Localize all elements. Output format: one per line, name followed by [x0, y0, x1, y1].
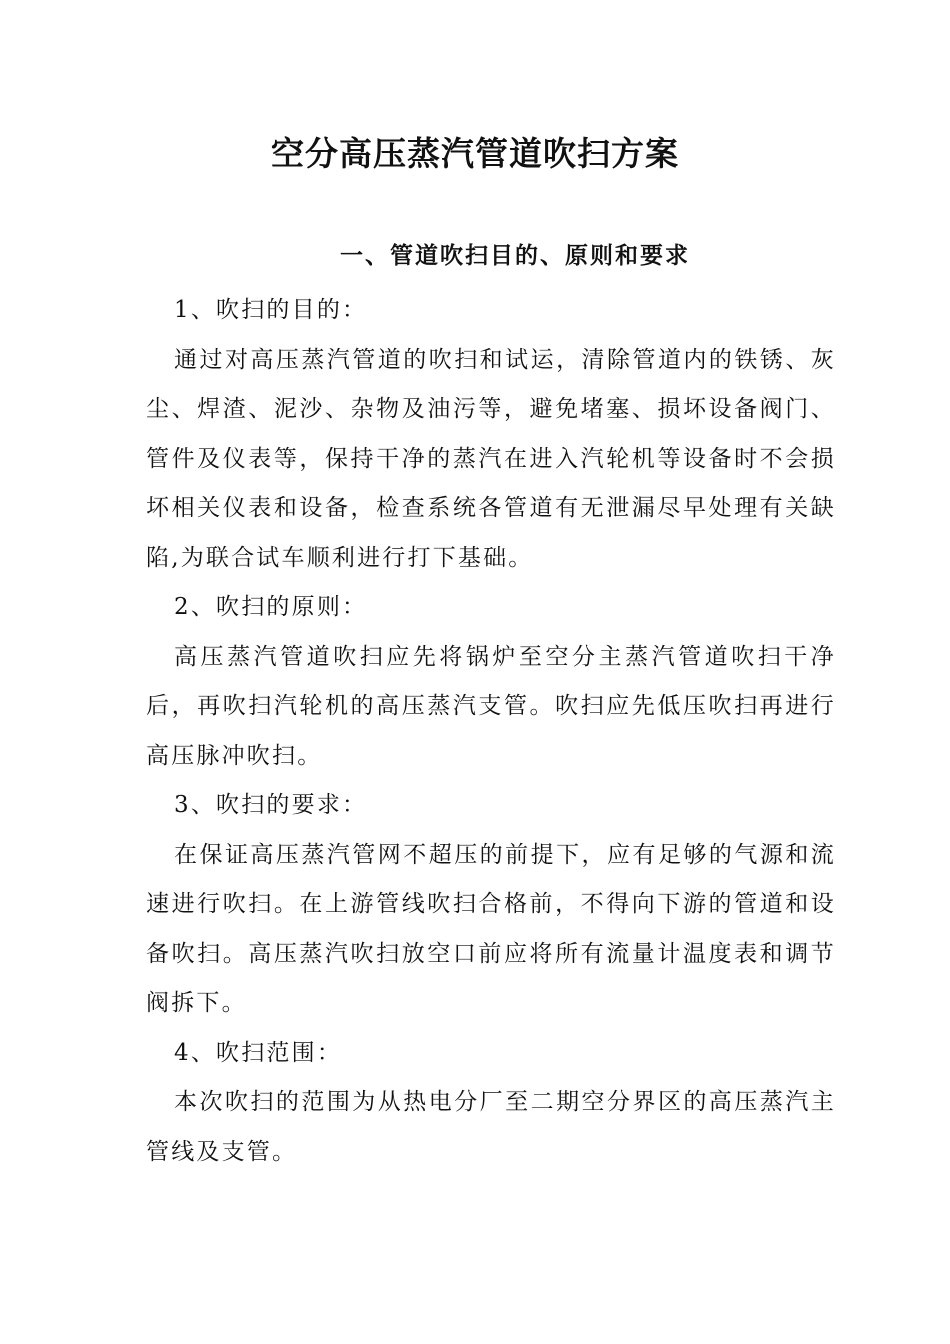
item-text-purpose: 通过对高压蒸汽管道的吹扫和试运，清除管道内的铁锈、灰尘、焊渣、泥沙、杂物及油污等，避免堵塞、损坏设备阀门、管件及仪表等，保持干净的蒸汽在进入汽轮机等设备时不会损坏相关仪表和设备，检查系统各管道有无泄漏尽早处理有关缺陷,为联合试车顺利进行打下基础。: [146, 346, 836, 571]
item-text-requirements: 在保证高压蒸汽管网不超压的前提下，应有足够的气源和流速进行吹扫。在上游管线吹扫合格前，不得向下游的管道和设备吹扫。高压蒸汽吹扫放空口前应将所有流量计温度表和调节阀拆下。: [146, 841, 836, 1016]
item-heading-purpose: 1、吹扫的目的：: [174, 297, 368, 323]
section-heading: 一、管道吹扫目的、原则和要求: [340, 242, 690, 269]
item-text-scope: 本次吹扫的范围为从热电分厂至二期空分界区的高压蒸汽主管线及支管。: [146, 1089, 836, 1165]
document-body: [146, 286, 836, 1177]
document-title: 空分高压蒸汽管道吹扫方案: [271, 134, 679, 173]
item-heading-scope: 4、吹扫范围：: [174, 1039, 343, 1066]
item-heading-requirements: 3、吹扫的要求：: [174, 792, 368, 818]
item-text-principle: 高压蒸汽管道吹扫应先将锅炉至空分主蒸汽管道吹扫干净后，再吹扫汽轮机的高压蒸汽支管。吹扫应先低压吹扫再进行高压脉冲吹扫。: [146, 643, 836, 769]
item-heading-principle: 2、吹扫的原则：: [174, 594, 368, 620]
